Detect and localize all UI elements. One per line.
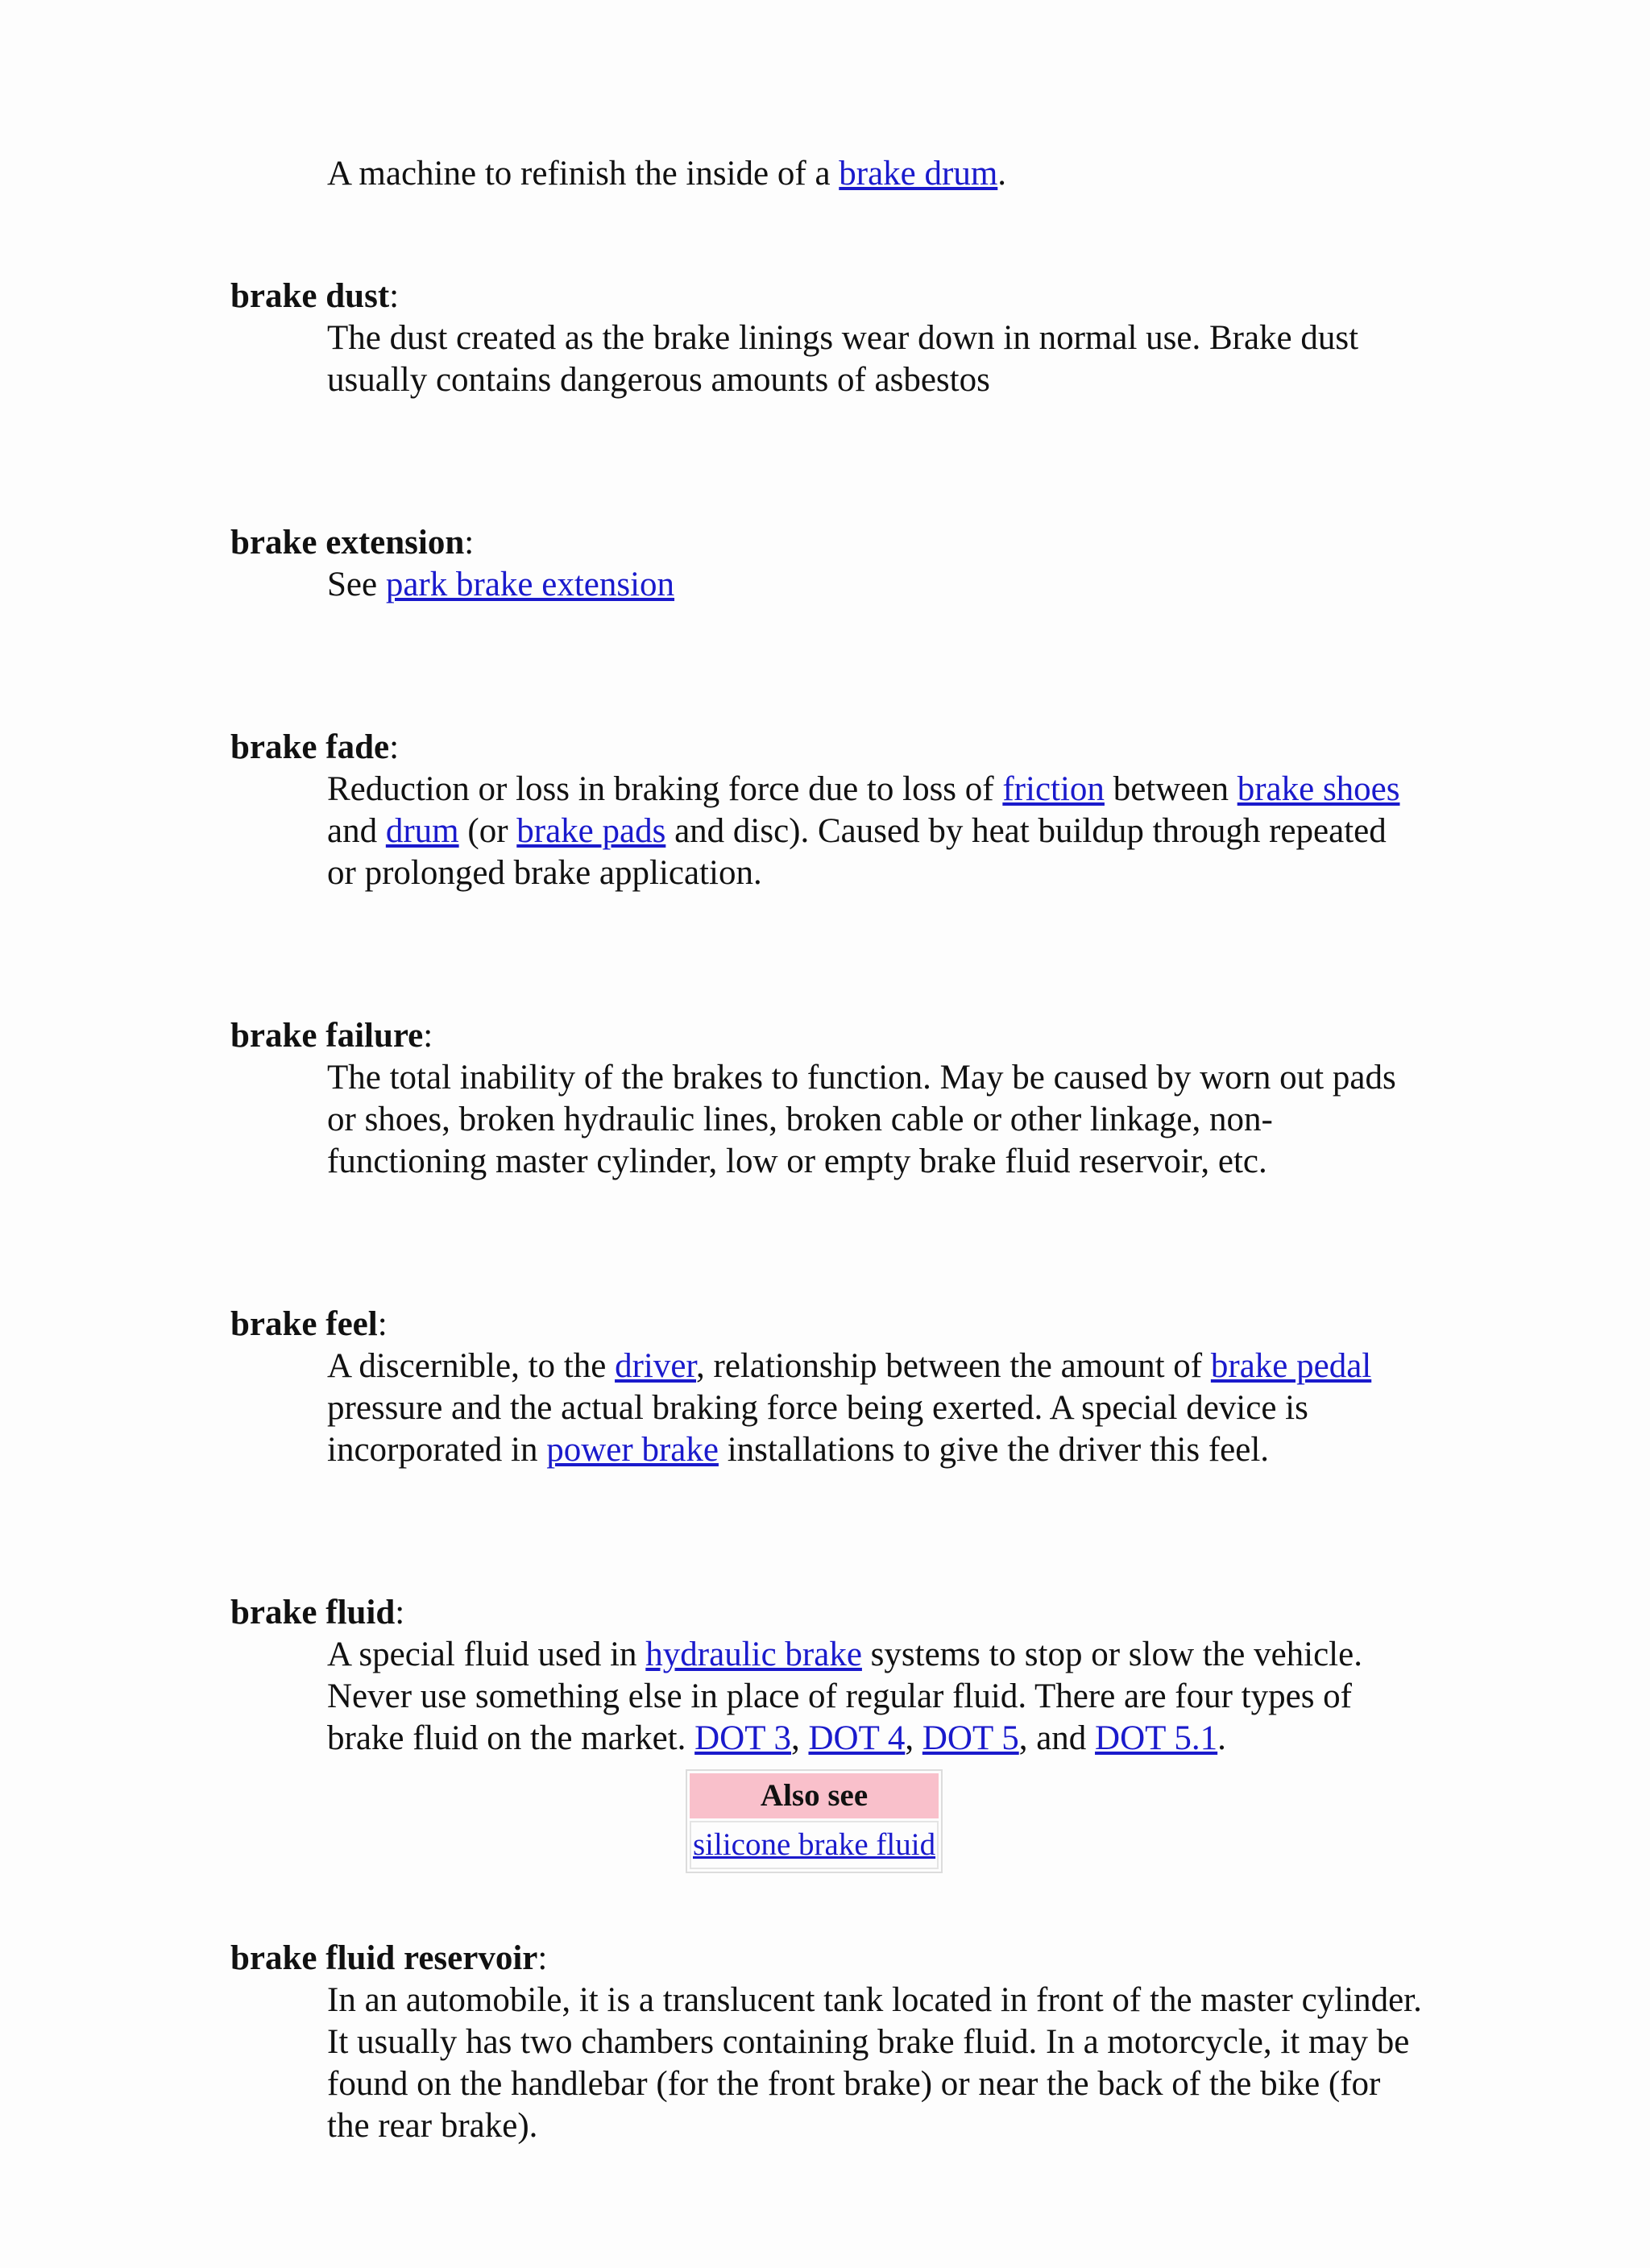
term-title: brake fluid reservoir <box>230 1939 538 1977</box>
see-also-cell <box>690 1821 939 1869</box>
term-title: brake failure <box>230 1017 424 1055</box>
definition-text: installations to give the driver this feel. <box>718 1431 1270 1469</box>
term-line <box>230 1304 1423 1345</box>
definition: In an automobile, it is a translucent tank located in front of the master cylinder. It usually has two chambers containing brake fluid. In a motorcycle, it may be found on the handlebar (for the front brake) or near the back of the bike (for the rear brake). <box>327 1981 1422 2145</box>
glossary-entry-brake-fluid <box>230 1592 1423 1873</box>
definition-text: and <box>327 812 386 850</box>
definition <box>327 769 1423 894</box>
definition <box>327 1345 1423 1471</box>
link-drum[interactable]: drum <box>385 812 459 850</box>
term-title: brake dust <box>230 277 390 315</box>
link-brake-shoes[interactable]: brake shoes <box>1237 770 1400 808</box>
link-hydraulic-brake[interactable]: hydraulic brake <box>645 1636 862 1673</box>
see-also-header-row <box>690 1773 939 1818</box>
term-line <box>230 727 1423 769</box>
definition-text: A machine to refinish the inside of a <box>327 155 840 193</box>
see-also-header: Also see <box>690 1773 939 1818</box>
definition-text: (or <box>458 812 517 850</box>
link-dot-5[interactable]: DOT 5 <box>922 1719 1019 1757</box>
link-park-brake-extension[interactable]: park brake extension <box>385 566 675 603</box>
link-dot-4[interactable]: DOT 4 <box>808 1719 906 1757</box>
see-also-box <box>686 1769 1423 1873</box>
link-silicone-brake-fluid[interactable]: silicone brake fluid <box>693 1827 936 1862</box>
link-brake-pedal[interactable]: brake pedal <box>1210 1347 1372 1385</box>
term-line <box>230 522 1423 564</box>
term-title: brake fluid <box>230 1594 396 1632</box>
glossary-entry-brake-extension <box>230 522 1423 606</box>
link-dot-5-1[interactable]: DOT 5.1 <box>1095 1719 1218 1757</box>
glossary-entry-brake-dust <box>230 276 1423 401</box>
definition-text: A discernible, to the <box>327 1347 616 1385</box>
link-brake-drum[interactable]: brake drum <box>839 155 998 193</box>
definition-text: systems to stop or slow the vehicle. Never use something else in place of regular fluid. There are four types of brake fluid on the market. <box>327 1636 1362 1757</box>
definition-text: See <box>327 566 386 603</box>
definition-text: pressure and the actual braking force being exerted. A special device is incorporated in <box>327 1389 1308 1469</box>
colon: : <box>389 728 400 766</box>
glossary-entry-brake-fluid-reservoir <box>230 1938 1423 2147</box>
definition-text: between <box>1104 770 1238 808</box>
definition-text: , relationship between the amount of <box>696 1347 1211 1385</box>
term-line <box>230 1592 1423 1634</box>
glossary-entry-brake-feel <box>230 1304 1423 1471</box>
definition: The total inability of the brakes to function. May be caused by worn out pads or shoes, broken hydraulic lines, broken cable or other linkage, non-functioning master cylinder, low or empty brake fluid reservoir, etc. <box>327 1059 1396 1180</box>
colon: : <box>423 1017 433 1055</box>
term-line <box>230 1938 1423 1980</box>
colon: : <box>395 1594 405 1632</box>
glossary-entry-brake-fade <box>230 727 1423 894</box>
definition-text: , <box>790 1719 809 1757</box>
colon: : <box>377 1305 388 1343</box>
definition-text: . <box>1217 1719 1226 1757</box>
definition-text: Reduction or loss in braking force due to loss of <box>327 770 1003 808</box>
term-line <box>230 1015 1423 1057</box>
glossary-document <box>230 153 1423 2268</box>
link-brake-pads[interactable]: brake pads <box>516 812 666 850</box>
definition <box>327 1634 1423 1760</box>
definition-text: and disc). Caused by heat buildup through repeated or prolonged brake application. <box>327 812 1387 892</box>
see-also-table <box>686 1769 943 1873</box>
definition-text: . <box>997 155 1007 193</box>
definition <box>327 153 1423 195</box>
link-friction[interactable]: friction <box>1002 770 1105 808</box>
link-power-brake[interactable]: power brake <box>546 1431 719 1469</box>
colon: : <box>537 1939 548 1977</box>
colon: : <box>389 277 400 315</box>
definition-text: A special fluid used in <box>327 1636 646 1673</box>
link-dot-3[interactable]: DOT 3 <box>694 1719 791 1757</box>
glossary-entry-brake-failure <box>230 1015 1423 1183</box>
definition-text: , and <box>1018 1719 1096 1757</box>
term-title: brake fade <box>230 728 390 766</box>
term-title: brake extension <box>230 524 465 562</box>
link-driver[interactable]: driver <box>615 1347 697 1385</box>
definition-text: , <box>905 1719 922 1757</box>
definition: The dust created as the brake linings wear down in normal use. Brake dust usually contains dangerous amounts of asbestos <box>327 319 1359 399</box>
term-title: brake feel <box>230 1305 378 1343</box>
term-line <box>230 276 1423 317</box>
definition <box>327 564 1423 606</box>
glossary-entry-brake-drum-lathe <box>230 153 1423 195</box>
see-also-row <box>690 1821 939 1869</box>
colon: : <box>464 524 475 562</box>
